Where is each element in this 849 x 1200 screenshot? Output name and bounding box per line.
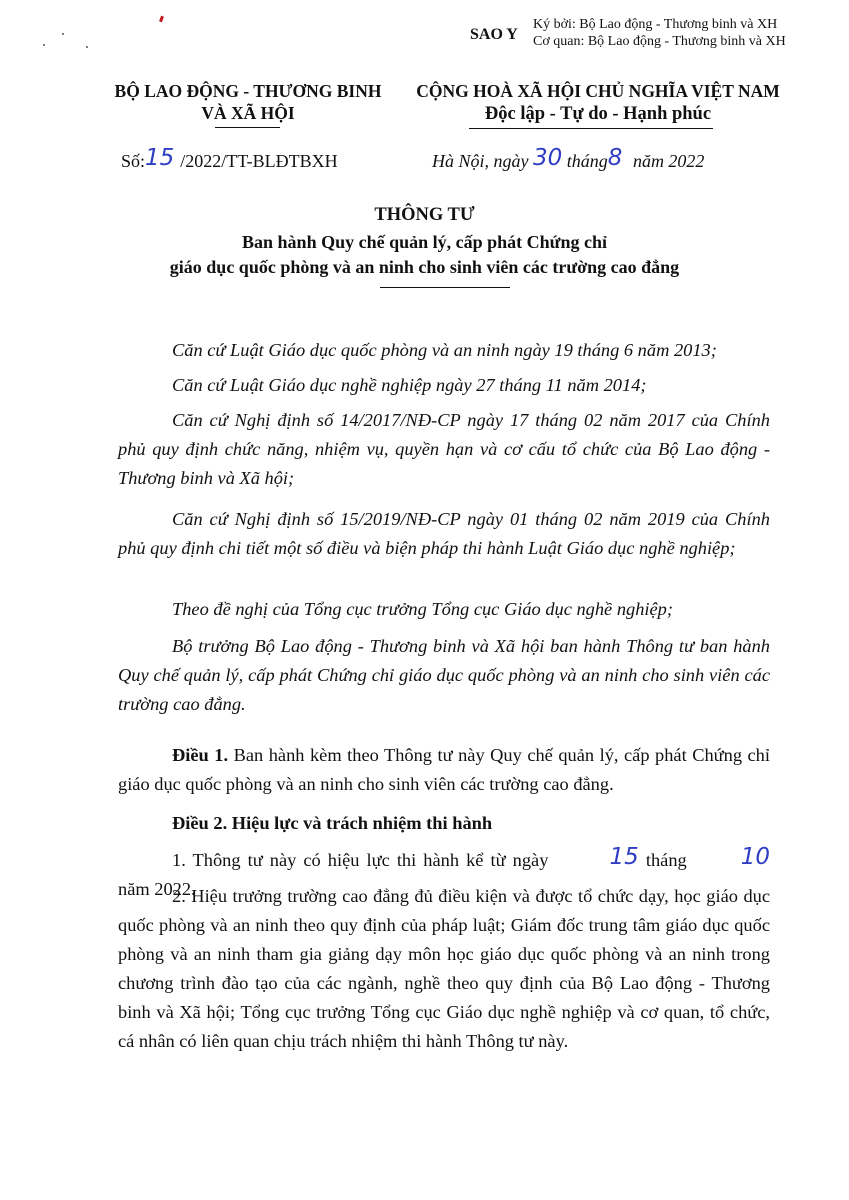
org-name-line2: VÀ XÃ HỘI: [201, 103, 295, 123]
org-underline: [215, 127, 280, 128]
issuing-organization: [112, 80, 384, 124]
doc-number-prefix: Số:: [121, 151, 146, 171]
document-subject-line1: Ban hành Quy chế quản lý, cấp phát Chứng chỉ: [242, 232, 607, 252]
doc-number-suffix: /2022/TT-BLĐTBXH: [180, 151, 338, 171]
preamble-clause: Căn cứ Nghị định số 14/2017/NĐ-CP ngày 17 tháng 02 năm 2017 của Chính phủ quy định chức năng, nhiệm vụ, quyền hạn và cơ cấu tổ chức của Bộ Lao động - Thương binh và Xã hội;: [118, 410, 770, 488]
handwritten-effective-month: 10: [740, 844, 770, 870]
effective-year: năm 2022.: [118, 879, 196, 899]
motto-underline: [469, 128, 713, 129]
article-2-item-2: 2. Hiệu trưởng trường cao đẳng đủ điều kiện và được tổ chức dạy, học giáo dục quốc phòng và an ninh theo quy định của pháp luật; Giám đốc trung tâm giáo dục quốc phòng và an ninh tham gia giảng dạy môn học giáo dục quốc phòng và an ninh trong chương trình đào tạo của các ngành, nghề theo quy định của Bộ Lao động - Thương binh và Xã hội; Tổng cục trưởng Tổng cục Giáo dục nghề nghiệp và cơ quan, tổ chức, cá nhân có liên quan chịu trách nhiệm thi hành Thông tư này.: [118, 886, 770, 1051]
preamble-clause: Theo đề nghị của Tổng cục trưởng Tổng cục Giáo dục nghề nghiệp;: [172, 599, 673, 619]
date-year: năm 2022: [632, 151, 705, 171]
preamble-clause: Căn cứ Luật Giáo dục quốc phòng và an ninh ngày 19 tháng 6 năm 2013;: [172, 340, 717, 360]
national-motto: Độc lập - Tự do - Hạnh phúc: [484, 104, 712, 124]
handwritten-doc-number: 15: [145, 145, 175, 171]
article-2-heading: Điều 2. Hiệu lực và trách nhiệm thi hành: [172, 813, 493, 833]
preamble-clause: Căn cứ Luật Giáo dục nghề nghiệp ngày 27 tháng 11 năm 2014;: [172, 375, 647, 395]
scan-speck: [62, 33, 64, 35]
date-place: Hà Nội, ngày: [432, 151, 529, 171]
document-type-title: THÔNG TƯ: [374, 205, 475, 225]
date-month-label: tháng: [566, 151, 608, 171]
article-1-label: Điều 1.: [172, 745, 229, 765]
document-subject-line2: giáo dục quốc phòng và an ninh cho sinh viên các trường cao đẳng: [169, 257, 680, 277]
article-1: [118, 741, 770, 799]
digital-signature-info: [533, 16, 786, 50]
handwritten-month: 8: [607, 145, 623, 171]
scan-speck: [159, 16, 164, 23]
preamble-clause: Bộ trưởng Bộ Lao động - Thương binh và Xã hội ban hành Thông tư ban hành Quy chế quản lý, cấp phát Chứng chỉ giáo dục quốc phòng và an ninh cho sinh viên các trường cao đẳng.: [118, 636, 770, 714]
copy-stamp-label: SAO Y: [470, 26, 518, 43]
effective-month-label: tháng: [645, 850, 687, 870]
scan-speck: [43, 44, 45, 46]
document-date: [432, 145, 704, 175]
org-name-line1: BỘ LAO ĐỘNG - THƯƠNG BINH: [114, 81, 382, 101]
effective-date-intro: 1. Thông tư này có hiệu lực thi hành kể từ ngày: [172, 850, 549, 870]
signed-by: Ký bởi: Bộ Lao động - Thương binh và XH: [533, 17, 778, 32]
handwritten-effective-day: 15: [609, 844, 639, 870]
document-number: [121, 145, 338, 175]
title-underline: [380, 287, 510, 288]
preamble-clause: Căn cứ Nghị định số 15/2019/NĐ-CP ngày 01 tháng 02 năm 2019 của Chính phủ quy định chi tiết một số điều và biện pháp thi hành Luật Giáo dục nghề nghiệp;: [118, 509, 770, 558]
scan-speck: [86, 46, 88, 48]
article-1-text: Ban hành kèm theo Thông tư này Quy chế quản lý, cấp phát Chứng chỉ giáo dục quốc phòng và an ninh cho sinh viên các trường cao đẳng.: [118, 745, 770, 794]
national-title: CỘNG HOÀ XÃ HỘI CHỦ NGHĨA VIỆT NAM: [416, 81, 780, 101]
handwritten-day: 30: [533, 145, 563, 171]
signing-agency: Cơ quan: Bộ Lao động - Thương binh và XH: [533, 34, 786, 49]
